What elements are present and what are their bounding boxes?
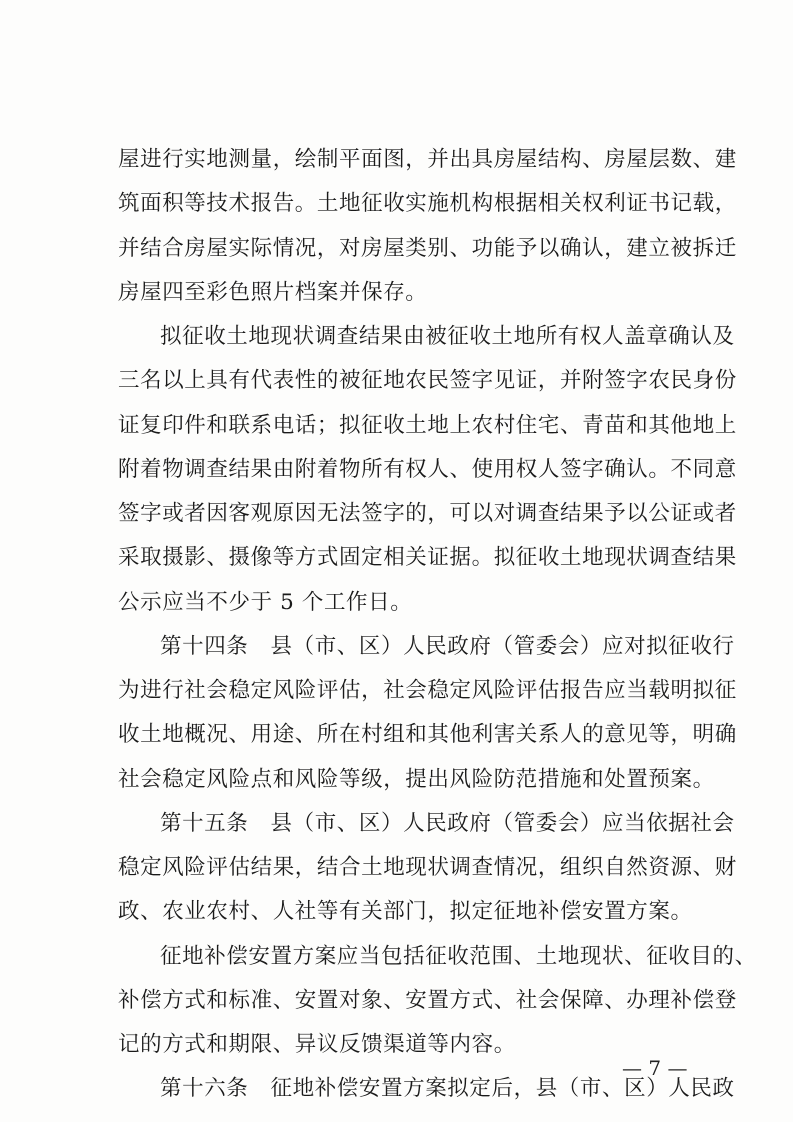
text-line: 收土地概况、用途、所在村组和其他利害关系人的意见等，明确: [118, 722, 737, 747]
text-line: 房屋四至彩色照片档案并保存。: [118, 280, 428, 305]
text-line: 政、农业农村、人社等有关部门，拟定征地补偿安置方案。: [118, 899, 693, 924]
text-line: 屋进行实地测量，绘制平面图，并出具房屋结构、房屋层数、建: [118, 147, 737, 172]
text-line: 证复印件和联系电话；拟征收土地上农村住宅、青苗和其他地上: [118, 413, 737, 438]
text-line: 并结合房屋实际情况，对房屋类别、功能予以确认，建立被拆迁: [118, 236, 737, 261]
text-line: 签字或者因客观原因无法签字的，可以对调查结果予以公证或者: [118, 501, 737, 526]
text-line: 采取摄影、摄像等方式固定相关证据。拟征收土地现状调查结果: [118, 545, 737, 570]
text-line: 补偿方式和标准、安置对象、安置方式、社会保障、办理补偿登: [118, 988, 737, 1013]
article-15-heading: 第十五条 县（市、区）人民政府（管委会）应当依据社会: [160, 811, 735, 836]
text-line: 公示应当不少于 5 个工作日。: [118, 590, 413, 615]
text-line: 社会稳定风险点和风险等级，提出风险防范措施和处置预案。: [118, 767, 715, 792]
article-14-heading: 第十四条 县（市、区）人民政府（管委会）应对拟征收行: [160, 634, 735, 659]
paragraph-first-line: 征地补偿安置方案应当包括征收范围、土地现状、征收目的、: [160, 944, 757, 969]
text-line: 记的方式和期限、异议反馈渠道等内容。: [118, 1032, 516, 1057]
text-line: 稳定风险评估结果，结合土地现状调查情况，组织自然资源、财: [118, 855, 737, 880]
text-line: 筑面积等技术报告。土地征收实施机构根据相关权利证书记载，: [118, 191, 737, 216]
article-16-heading: 第十六条 征地补偿安置方案拟定后，县（市、区）人民政: [160, 1076, 735, 1101]
text-line: 为进行社会稳定风险评估，社会稳定风险评估报告应当载明拟征: [118, 678, 737, 703]
text-line: 附着物调查结果由附着物所有权人、使用权人签字确认。不同意: [118, 457, 737, 482]
paragraph-first-line: 拟征收土地现状调查结果由被征收土地所有权人盖章确认及: [160, 324, 735, 349]
text-line: 三名以上具有代表性的被征地农民签字见证，并附签字农民身份: [118, 368, 737, 393]
page-number: — 7 —: [622, 1056, 688, 1080]
